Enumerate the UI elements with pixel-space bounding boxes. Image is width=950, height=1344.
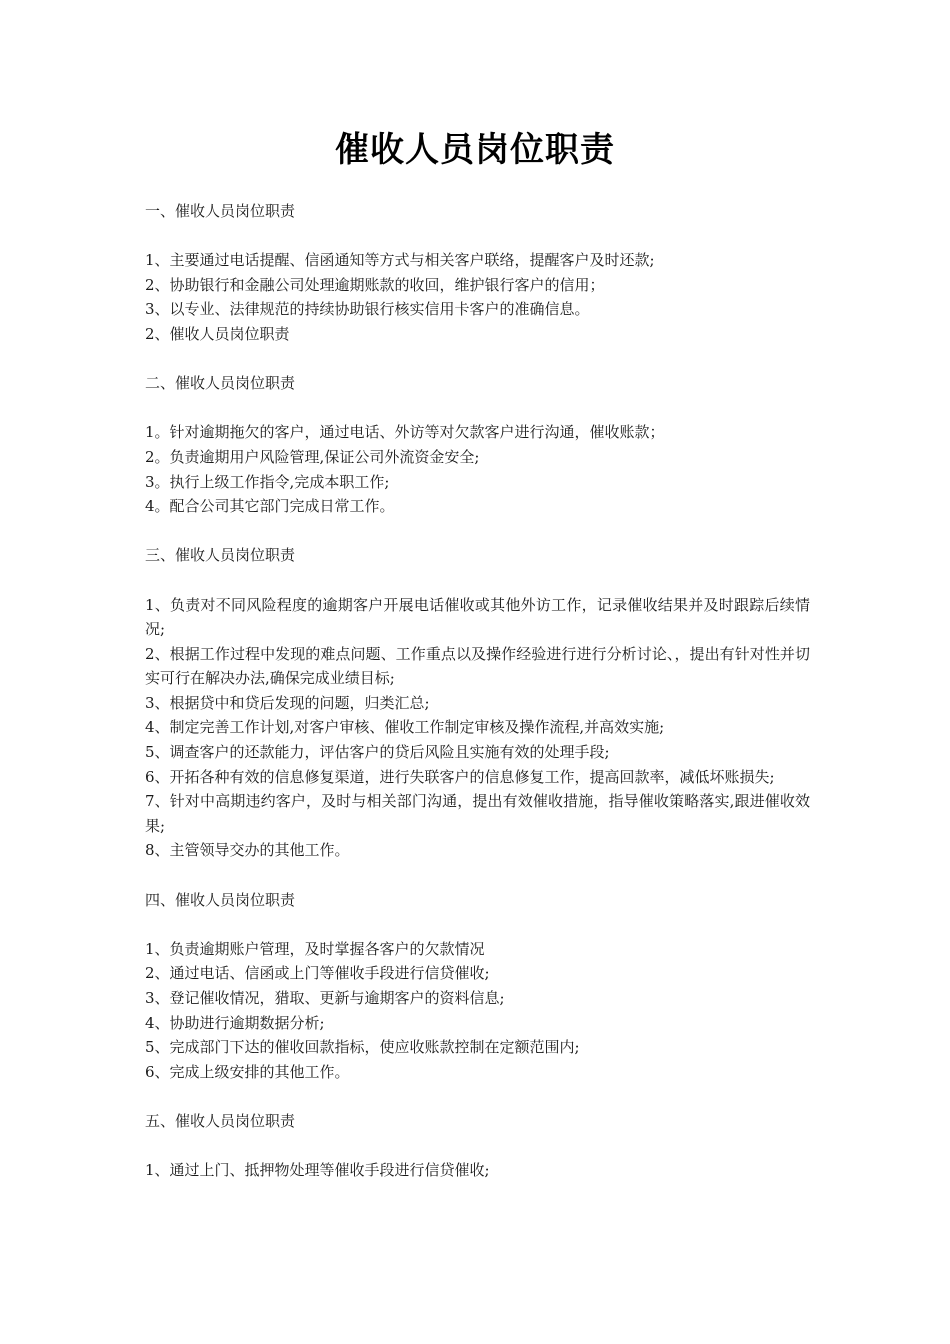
list-item: 1、主要通过电话提醒、信函通知等方式与相关客户联络，提醒客户及时还款; <box>145 251 655 270</box>
list-item: 1、通过上门、抵押物处理等催收手段进行信贷催收; <box>145 1161 490 1180</box>
spacer <box>145 347 810 372</box>
list-item: 7、针对中高期违约客户，及时与相关部门沟通，提出有效催收措施，指导催收策略落实,跟进催收效果; <box>145 792 810 835</box>
list-item: 1。针对逾期拖欠的客户，通过电话、外访等对欠款客户进行沟通，催收账款； <box>145 423 665 442</box>
list-item: 6、开拓各种有效的信息修复渠道，进行失联客户的信息修复工作，提高回款率，减低坏账损失; <box>145 767 775 786</box>
spacer <box>145 1134 810 1159</box>
spacer <box>145 568 810 593</box>
list-item: 1、负责对不同风险程度的逾期客户开展电话催收或其他外访工作，记录催收结果并及时跟踪后续情况; <box>145 595 810 639</box>
section-heading: 二、催收人员岗位职责 <box>145 374 296 393</box>
spacer <box>145 224 810 249</box>
list-item: 3、以专业、法律规范的持续协助银行核实信用卡客户的准确信息。 <box>145 300 590 319</box>
list-item: 8、主管领导交办的其他工作。 <box>145 841 350 860</box>
list-item: 2、协助银行和金融公司处理逾期账款的收回，维护银行客户的信用； <box>145 275 605 294</box>
list-item: 3、根据贷中和贷后发现的问题，归类汇总; <box>145 693 430 712</box>
document-body <box>145 199 810 1183</box>
spacer <box>145 519 810 544</box>
spacer <box>145 1084 810 1109</box>
list-item: 4、制定完善工作计划,对客户审核、催收工作制定审核及操作流程,并高效实施; <box>145 718 665 737</box>
spacer <box>145 863 810 888</box>
list-item: 2、通过电话、信函或上门等催收手段进行信贷催收; <box>145 964 490 983</box>
list-item: 6、完成上级安排的其他工作。 <box>145 1062 350 1081</box>
document-title: 催收人员岗位职责 <box>335 130 615 170</box>
list-item: 2。负责逾期用户风险管理,保证公司外流资金安全; <box>145 447 480 466</box>
section-heading: 三、催收人员岗位职责 <box>145 546 296 565</box>
section-heading: 一、催收人员岗位职责 <box>145 202 296 220</box>
section-heading: 四、催收人员岗位职责 <box>145 890 296 909</box>
list-item: 2、根据工作过程中发现的难点问题、工作重点以及操作经验进行进行分析讨论、，提出有针对性并切实可行在解决办法,确保完成业绩目标; <box>145 644 810 688</box>
section-heading: 五、催收人员岗位职责 <box>145 1111 296 1130</box>
list-item: 1、负责逾期账户管理，及时掌握各客户的欠款情况 <box>145 939 485 958</box>
spacer <box>145 912 810 937</box>
list-item: 3、登记催收情况，猎取、更新与逾期客户的资料信息; <box>145 989 505 1007</box>
spacer <box>145 396 810 421</box>
list-item: 5、完成部门下达的催收回款指标，使应收账款控制在定额范围内; <box>145 1038 580 1057</box>
list-item: 5、调查客户的还款能力，评估客户的贷后风险且实施有效的处理手段; <box>145 743 610 762</box>
list-item: 4、协助进行逾期数据分析; <box>145 1013 325 1032</box>
list-item: 4。配合公司其它部门完成日常工作。 <box>145 497 395 516</box>
list-item: 2、催收人员岗位职责 <box>145 324 290 343</box>
list-item: 3。执行上级工作指令,完成本职工作; <box>145 472 390 491</box>
